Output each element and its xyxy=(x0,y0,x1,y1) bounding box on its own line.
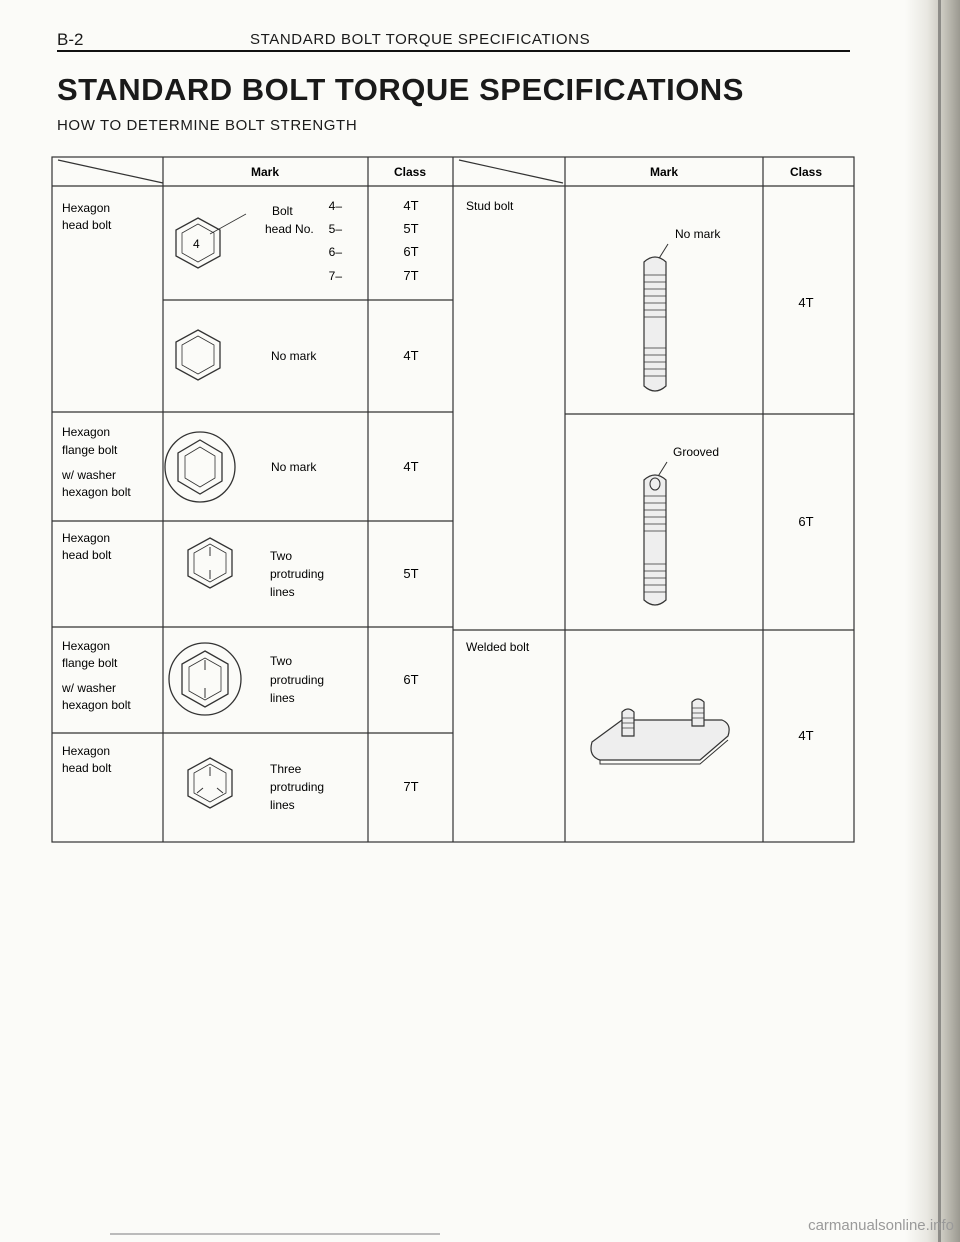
bolt-type-label: head bolt xyxy=(62,218,112,232)
head-number: 6– xyxy=(328,245,342,259)
mark-label: Bolt xyxy=(272,204,293,218)
mark-label: Two xyxy=(270,549,293,563)
class-value: 6T xyxy=(798,514,814,529)
class-value: 4T xyxy=(798,728,814,743)
bolt-head-number-icon xyxy=(176,214,246,268)
class-column-header: Class xyxy=(393,165,427,179)
mark-label: lines xyxy=(270,585,295,599)
bolt-type-label: w/ washer xyxy=(62,468,117,482)
mark-label: protruding xyxy=(270,673,325,687)
bolt-type-label: w/ washer xyxy=(62,681,117,695)
page-number: B-2 xyxy=(57,30,84,49)
bolt-head-digit: 4 xyxy=(193,237,200,251)
stud-bolt-icon xyxy=(644,257,666,391)
head-number: 4– xyxy=(328,199,342,213)
class-value: 4T xyxy=(403,459,419,474)
class-value: 7T xyxy=(403,779,419,794)
class-value: 4T xyxy=(403,198,419,213)
class-value: 4T xyxy=(798,295,814,310)
bolt-type-label: Hexagon xyxy=(62,201,111,215)
bolt-type-label: Stud bolt xyxy=(466,199,514,213)
class-value: 4T xyxy=(403,348,419,363)
mark-label: No mark xyxy=(271,460,317,474)
header-diagonal xyxy=(459,160,563,183)
bolt-type-label: Hexagon xyxy=(62,531,111,545)
bolt-type-label: head bolt xyxy=(62,548,112,562)
class-value: 7T xyxy=(403,268,419,283)
bolt-type-label: hexagon bolt xyxy=(62,485,131,499)
mark-label: protruding xyxy=(270,780,325,794)
class-column-header: Class xyxy=(789,165,823,179)
mark-column-header: Mark xyxy=(649,165,679,179)
scan-artifact xyxy=(110,1233,440,1235)
mark-label: protruding xyxy=(270,567,325,581)
bolt-type-label: Hexagon xyxy=(62,425,111,439)
mark-label: Two xyxy=(270,654,293,668)
mark-label: No mark xyxy=(675,227,721,241)
bolt-type-label: Hexagon xyxy=(62,639,111,653)
page-binding-edge xyxy=(905,0,960,1242)
bolt-type-label: hexagon bolt xyxy=(62,698,131,712)
two-line-bolt-head-icon xyxy=(188,538,232,588)
mark-label: head No. xyxy=(265,222,314,236)
mark-label: Grooved xyxy=(673,445,720,459)
mark-label: lines xyxy=(270,798,295,812)
mark-label: lines xyxy=(270,691,295,705)
bolt-type-label: Hexagon xyxy=(62,744,111,758)
welded-bolt-icon xyxy=(591,699,729,764)
class-value: 5T xyxy=(403,566,419,581)
section-subtitle: HOW TO DETERMINE BOLT STRENGTH xyxy=(57,117,358,134)
head-number: 7– xyxy=(328,269,342,283)
grooved-stud-bolt-icon xyxy=(644,475,666,605)
plain-bolt-head-icon xyxy=(176,330,220,380)
head-number: 5– xyxy=(328,222,342,236)
header-diagonal xyxy=(58,160,163,183)
flange-bolt-head-icon xyxy=(165,432,235,502)
page-binding-shadow xyxy=(938,0,941,1242)
class-value: 6T xyxy=(403,244,419,259)
mark-column-header: Mark xyxy=(250,165,280,179)
class-value: 6T xyxy=(403,672,419,687)
three-line-bolt-head-icon xyxy=(188,758,232,808)
running-title: STANDARD BOLT TORQUE SPECIFICATIONS xyxy=(250,31,591,48)
mark-label: No mark xyxy=(271,349,317,363)
bolt-type-label: Welded bolt xyxy=(466,640,530,654)
class-value: 5T xyxy=(403,221,419,236)
page-title: STANDARD BOLT TORQUE SPECIFICATIONS xyxy=(57,72,744,107)
watermark: carmanualsonline.info xyxy=(808,1217,954,1234)
bolt-type-label: flange bolt xyxy=(62,656,118,670)
flange-two-line-bolt-head-icon xyxy=(169,643,241,715)
mark-label: Three xyxy=(270,762,302,776)
bolt-type-label: flange bolt xyxy=(62,443,118,457)
bolt-type-label: head bolt xyxy=(62,761,112,775)
